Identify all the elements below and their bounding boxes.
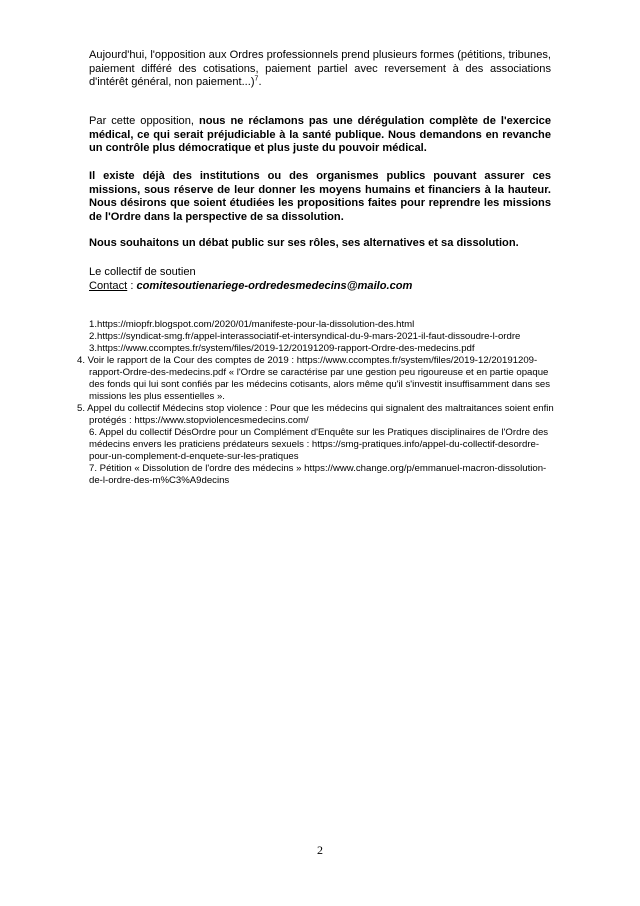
contact-line bbox=[89, 279, 412, 293]
footnote-2: 2.https://syndicat-smg.fr/appel-interassociatif-et-intersyndical-du-9-mars-2021-il-faut-dissoudre-l-ordre bbox=[89, 331, 521, 342]
footnotes-list bbox=[77, 319, 559, 487]
paragraph-public-debate: Nous souhaitons un débat public sur ses rôles, ses alternatives et sa dissolution. bbox=[89, 237, 519, 249]
contact-separator: : bbox=[127, 280, 137, 292]
footnote-4: 4. Voir le rapport de la Cour des comptes de 2019 : https://www.ccomptes.fr/system/files/2019-12/20191209-rapport-Ordre-des-medecins.pdf « l'Ordre se caractérise par une gestion peu rigoureuse et en partie opaque des fonds qui lui sont confiés par les médecins cotisants, alors même qu'il s'investit insuffisamment dans ses missions les plus essentielles ». bbox=[77, 355, 551, 402]
collective-name: Le collectif de soutien bbox=[89, 266, 196, 278]
paragraph-opposition-forms bbox=[89, 49, 551, 90]
contact-label: Contact bbox=[89, 280, 128, 292]
footnote-3: 3.https://www.ccomptes.fr/system/files/2019-12/20191209-rapport-Ordre-des-medecins.pdf bbox=[89, 343, 475, 354]
footnote-1: 1.https://miopfr.blogspot.com/2020/01/manifeste-pour-la-dissolution-des.html bbox=[89, 319, 415, 330]
footnote-ref-7: 7 bbox=[254, 75, 259, 83]
footnote-5: 5. Appel du collectif Médecins stop violence : Pour que les médecins qui signalent des maltraitances soient enfin protégés : https://www.stopviolencesmedecins.com/ bbox=[77, 403, 554, 426]
paragraph-text: Aujourd'hui, l'opposition aux Ordres professionnels prend plusieurs formes (pétitions, tribunes, paiement différé des cotisations, paiement partiel avec reversement à des associations d'intérêt général, non paiement...) bbox=[89, 49, 551, 89]
signature-block bbox=[89, 265, 412, 293]
footnote-6: 6. Appel du collectif DésOrdre pour un Complément d'Enquête sur les Pratiques disciplinaires de l'Ordre des médecins envers les praticiens prédateurs sexuels : https://smg-pratiques.info/appel-du-collectif-desordre-pour-un-complement-d-enquete-sur-les-pratiques bbox=[89, 427, 549, 462]
page-number: 2 bbox=[317, 843, 323, 857]
footnote-7: 7. Pétition « Dissolution de l'ordre des médecins » https://www.change.org/p/emmanuel-macron-dissolution-de-l-ordre-des-m%C3%A9decins bbox=[89, 463, 547, 486]
paragraph-bold-text: nous ne réclamons pas une dérégulation complète de l'exercice médical, ce qui serait préjudiciable à la santé publique. Nous demandons en revanche un contrôle plus démocratique et plus juste du pouvoir médical. bbox=[89, 115, 551, 155]
contact-email[interactable]: comitesoutienariege-ordredesmedecins@mailo.com bbox=[136, 280, 413, 292]
paragraph-lead: Par cette opposition, bbox=[89, 115, 199, 127]
paragraph-tail: . bbox=[258, 76, 262, 89]
paragraph-institutions: Il existe déjà des institutions ou des organismes publics pouvant assurer ces missions, sous réserve de leur donner les moyens humains et financiers à la hauteur. Nous désirons que soient étudiées les propositions faites pour reprendre les missions de l'Ordre dans la perspective de sa dissolution. bbox=[89, 170, 551, 223]
paragraph-demands bbox=[89, 115, 551, 156]
